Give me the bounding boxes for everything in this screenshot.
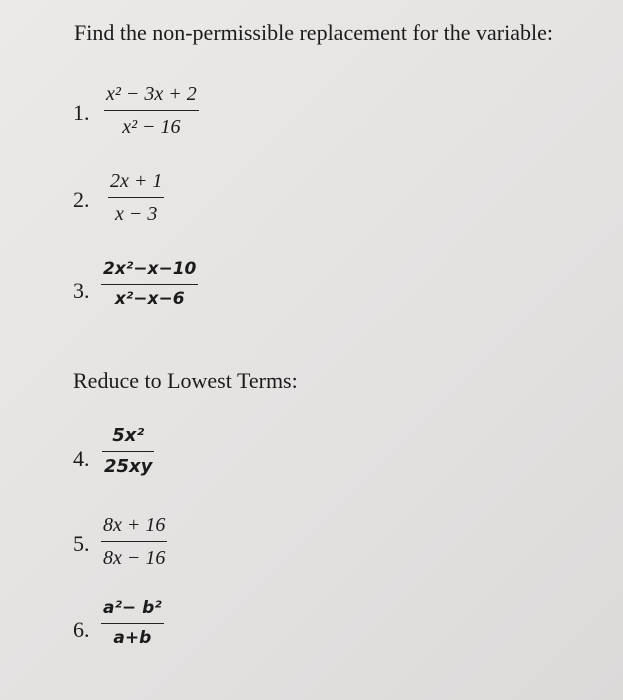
fraction-bar-2 bbox=[108, 197, 164, 198]
denominator-1: x² − 16 bbox=[122, 116, 181, 138]
section-heading-non-permissible: Find the non-permissible replacement for the variable: bbox=[74, 20, 553, 45]
fraction-2 bbox=[108, 171, 164, 224]
denominator-3: x²−x−6 bbox=[114, 289, 185, 309]
problem-number-2: 2. bbox=[73, 187, 90, 212]
fraction-5 bbox=[101, 515, 167, 568]
fraction-bar-6 bbox=[101, 623, 164, 624]
numerator-1: x² − 3x + 2 bbox=[106, 83, 197, 105]
numerator-5: 8x + 16 bbox=[103, 514, 166, 536]
fraction-bar-4 bbox=[102, 451, 154, 452]
denominator-4: 25xy bbox=[104, 456, 153, 477]
fraction-4 bbox=[102, 427, 154, 476]
numerator-4: 5x² bbox=[112, 425, 145, 446]
numerator-2: 2x + 1 bbox=[110, 170, 163, 192]
fraction-3 bbox=[101, 261, 198, 308]
fraction-bar-1 bbox=[104, 110, 199, 111]
problem-number-1: 1. bbox=[73, 100, 90, 125]
problem-number-3: 3. bbox=[73, 278, 90, 303]
problem-number-6: 6. bbox=[73, 617, 90, 642]
fraction-bar-3 bbox=[101, 284, 198, 285]
numerator-3: 2x²−x−10 bbox=[103, 259, 197, 279]
section-heading-reduce: Reduce to Lowest Terms: bbox=[73, 368, 298, 393]
denominator-2: x − 3 bbox=[115, 203, 158, 225]
fraction-6 bbox=[101, 600, 164, 647]
fraction-1 bbox=[104, 84, 199, 137]
denominator-6: a+b bbox=[113, 628, 152, 648]
problem-number-4: 4. bbox=[73, 446, 90, 471]
problem-number-5: 5. bbox=[73, 531, 90, 556]
numerator-6: a²− b² bbox=[103, 598, 162, 618]
fraction-bar-5 bbox=[101, 541, 167, 542]
denominator-5: 8x − 16 bbox=[103, 547, 166, 569]
